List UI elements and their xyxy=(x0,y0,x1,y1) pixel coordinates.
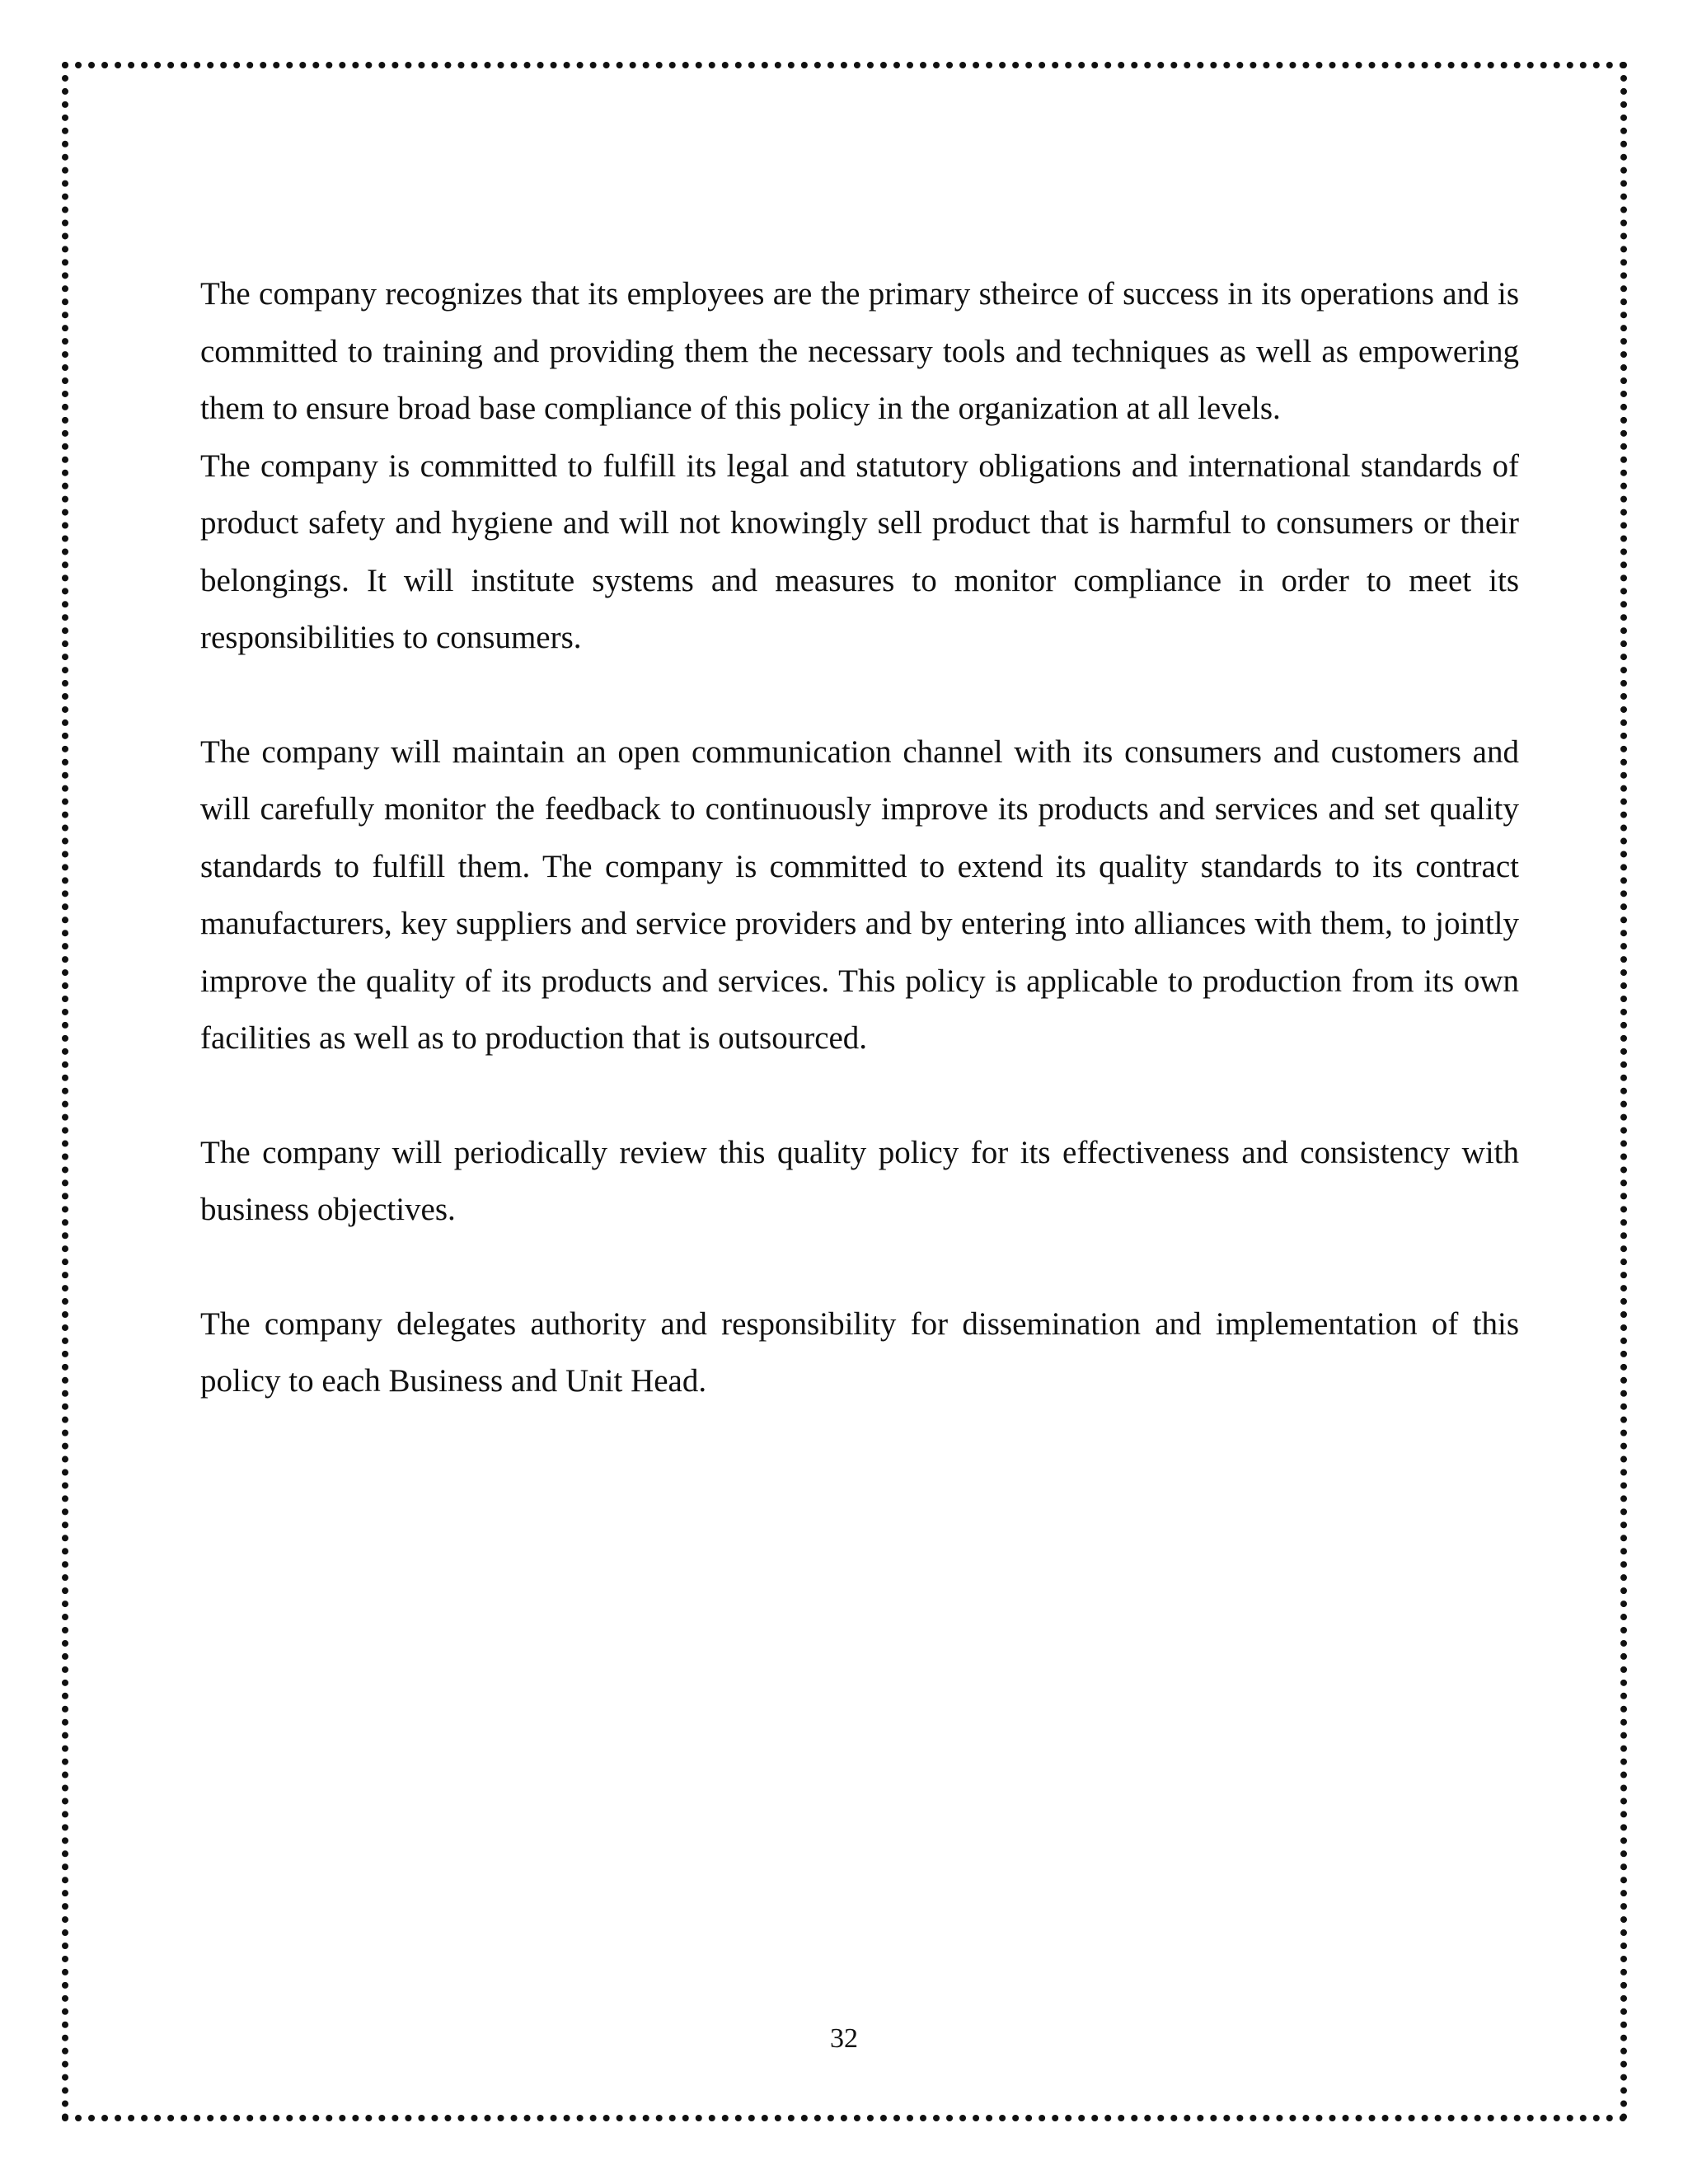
paragraph-employees: The company recognizes that its employees are the primary stheirce of success in its operations and is committed to training and providing them the necessary tools and techniques as well as empowering them to ensure broad base compliance of this policy in the organization at all levels. xyxy=(200,276,1519,426)
document-body xyxy=(200,265,1519,1410)
paragraph-review: The company will periodically review this quality policy for its effectiveness and consistency with business objectives. xyxy=(200,1134,1519,1227)
paragraph-legal-obligations: The company is committed to fulfill its legal and statutory obligations and international standards of product safety and hygiene and will not knowingly sell product that is harmful to consumers or their belongings. It will institute systems and measures to monitor compliance in order to meet its responsibilities to consumers. xyxy=(200,448,1519,655)
paragraph-delegation: The company delegates authority and responsibility for dissemination and implementation of this policy to each Business and Unit Head. xyxy=(200,1305,1519,1399)
paragraph-communication: The company will maintain an open communication channel with its consumers and customers and will carefully monitor the feedback to continuously improve its products and services and set quality standards to fulfill them. The company is committed to extend its quality standards to its contract manufacturers, key suppliers and service providers and by entering into alliances with them, to jointly improve the quality of its products and services. This policy is applicable to production from its own facilities as well as to production that is outsourced. xyxy=(200,733,1519,1056)
page-number: 32 xyxy=(830,2023,858,2054)
